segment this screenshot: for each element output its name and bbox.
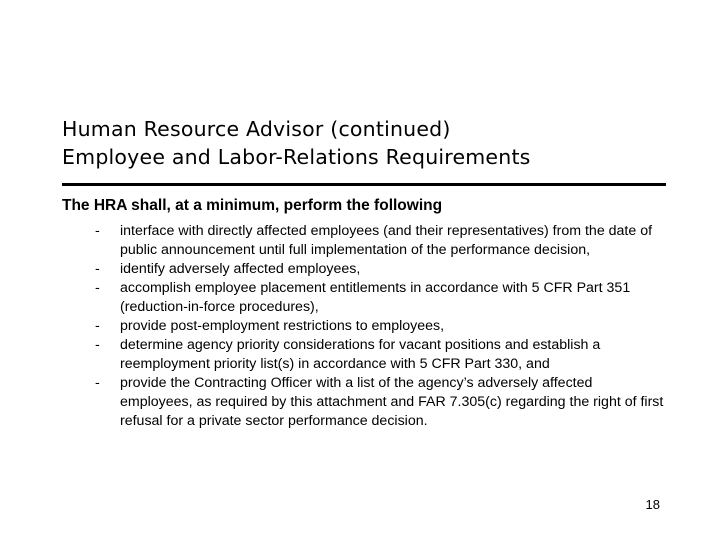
- list-item-text: identify adversely affected employees,: [120, 261, 361, 277]
- list-item: [95, 260, 665, 279]
- dash-marker: -: [95, 337, 100, 353]
- list-item: [95, 222, 665, 260]
- dash-marker: -: [95, 280, 100, 296]
- slide-title: [62, 115, 682, 171]
- lead-text: The HRA shall, at a minimum, perform the following: [62, 197, 443, 214]
- bullet-list: [95, 222, 665, 431]
- list-item: [95, 336, 665, 374]
- list-item-text: accomplish employee placement entitlements in accordance with 5 CFR Part 351 (reduction-in-force procedures),: [120, 280, 631, 315]
- list-item-text: provide post-employment restrictions to employees,: [120, 318, 445, 334]
- page-number: 18: [645, 497, 660, 512]
- dash-marker: -: [95, 318, 100, 334]
- list-item-text: provide the Contracting Officer with a list of the agency’s adversely affected employees, as required by this attachment and FAR 7.305(c) regarding the right of first refusal for a private sector performance decision.: [120, 375, 664, 429]
- title-line-1: Human Resource Advisor (continued): [62, 117, 451, 141]
- dash-marker: -: [95, 261, 100, 277]
- dash-marker: -: [95, 375, 100, 391]
- dash-marker: -: [95, 223, 100, 239]
- title-line-2: Employee and Labor-Relations Requirements: [62, 145, 531, 169]
- list-item: [95, 317, 665, 336]
- list-item-text: determine agency priority considerations for vacant positions and establish a reemployment priority list(s) in accordance with 5 CFR Part 330, and: [120, 337, 601, 372]
- list-item: [95, 374, 665, 431]
- list-item-text: interface with directly affected employees (and their representatives) from the date of public announcement until full implementation of the performance decision,: [120, 223, 653, 258]
- title-divider: [62, 183, 666, 186]
- list-item: [95, 279, 665, 317]
